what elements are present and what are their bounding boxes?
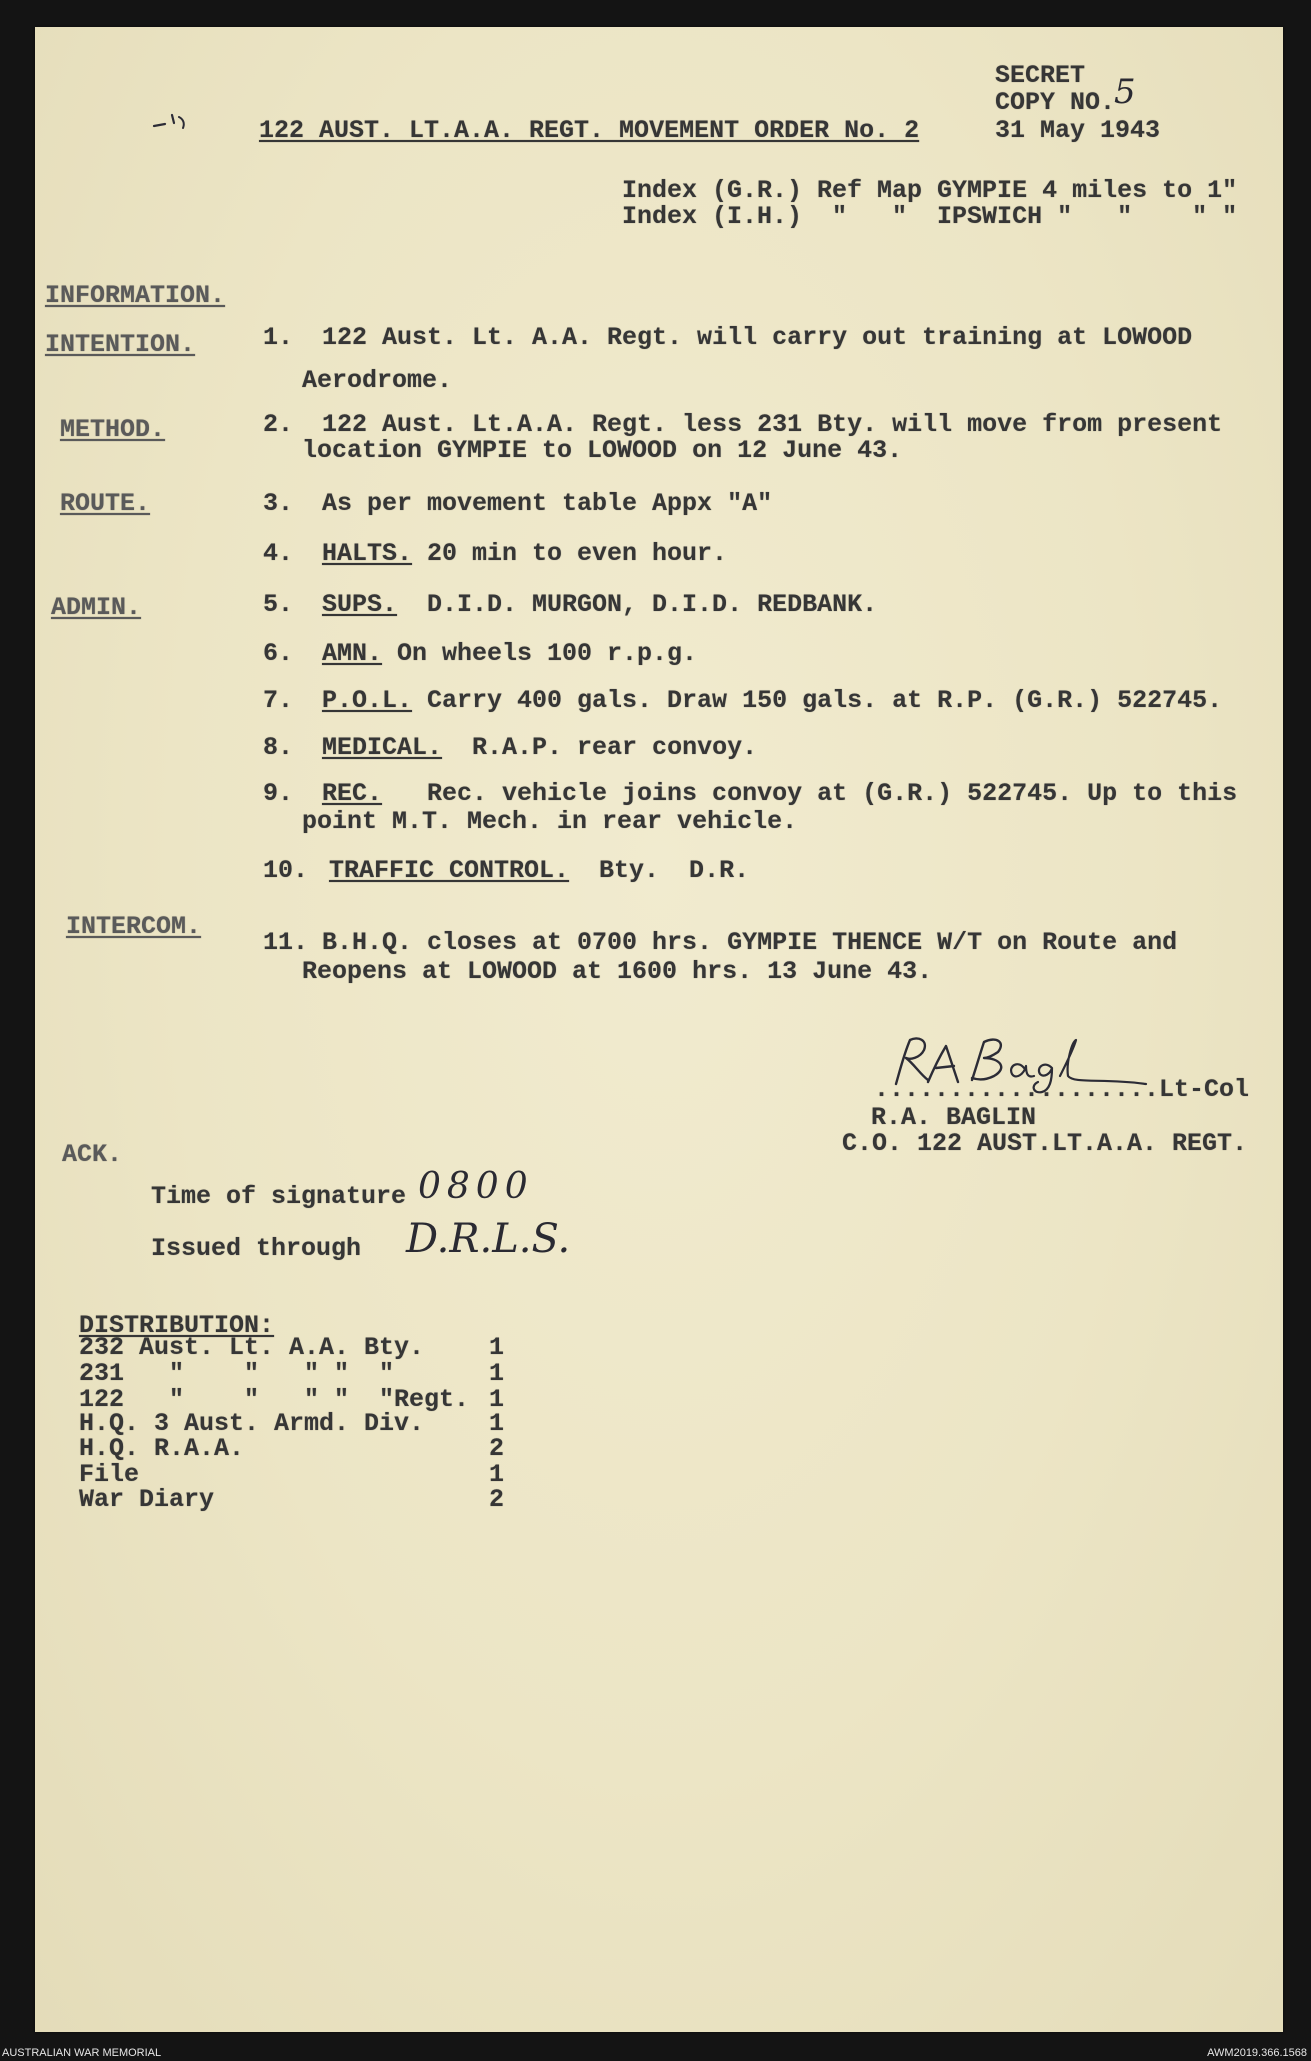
distribution-row-addressee: H.Q. 3 Aust. Armd. Div. (79, 1409, 425, 1438)
signature-line: ...................Lt-Col (874, 1075, 1250, 1104)
para-8-text: R.A.P. rear convoy. (472, 733, 758, 762)
issued-through-handwritten: D.R.L.S. (406, 1216, 571, 1262)
para-10-line (329, 858, 749, 884)
para-7-number: 7. (263, 686, 294, 715)
para-1-line-1: 122 Aust. Lt. A.A. Regt. will carry out training at LOWOOD (322, 323, 1193, 352)
time-of-signature-label: Time of signature (151, 1182, 407, 1211)
para-10-text: Bty. D.R. (599, 856, 750, 885)
order-date: 31 May 1943 (995, 116, 1161, 145)
para-6-label: AMN. (322, 639, 383, 668)
para-1-line-2: Aerodrome. (302, 366, 453, 395)
distribution-heading: DISTRIBUTION: (79, 1311, 275, 1340)
distribution-row-addressee: War Diary (79, 1485, 215, 1514)
para-4-text: 20 min to even hour. (427, 539, 728, 568)
archive-reference: AWM2019.366.1568 (1207, 2047, 1307, 2059)
para-11-number: 11. (263, 928, 309, 957)
para-4-number: 4. (263, 539, 294, 568)
signatory-position: C.O. 122 AUST.LT.A.A. REGT. (842, 1129, 1248, 1158)
heading-intercom: INTERCOM. (66, 912, 202, 941)
heading-route: ROUTE. (60, 489, 151, 518)
distribution-row-addressee: 122 " " " " "Regt. (79, 1385, 470, 1414)
map-reference-2: Index (I.H.) " " IPSWICH " " " " (622, 202, 1238, 231)
para-5-label: SUPS. (322, 590, 398, 619)
distribution-row-copies: 1 (489, 1460, 505, 1489)
para-4-line (322, 541, 727, 567)
distribution-row-copies: 1 (489, 1409, 505, 1438)
para-9-text: Rec. vehicle joins convoy at (G.R.) 522745. Up to this (427, 779, 1238, 808)
para-1-number: 1. (263, 323, 294, 352)
document-title: 122 AUST. LT.A.A. REGT. MOVEMENT ORDER No. 2 (259, 116, 920, 145)
para-2-number: 2. (263, 410, 294, 439)
heading-information: INFORMATION. (45, 281, 226, 310)
distribution-row-copies: 2 (489, 1434, 505, 1463)
para-9-continuation: point M.T. Mech. in rear vehicle. (302, 807, 798, 836)
heading-method: METHOD. (60, 415, 166, 444)
para-6-number: 6. (263, 639, 294, 668)
para-6-text: On wheels 100 r.p.g. (397, 639, 698, 668)
heading-intention: INTENTION. (45, 330, 196, 359)
para-6-line (322, 641, 697, 667)
para-4-label: HALTS. (322, 539, 413, 568)
copy-number-label: COPY NO. (995, 88, 1116, 117)
distribution-row-addressee: File (79, 1460, 140, 1489)
signatory-name: R.A. BAGLIN (871, 1103, 1037, 1132)
para-7-line (322, 688, 1222, 714)
para-8-label: MEDICAL. (322, 733, 443, 762)
distribution-row-addressee: H.Q. R.A.A. (79, 1434, 245, 1463)
para-7-label: P.O.L. (322, 686, 413, 715)
para-10-number: 10. (263, 856, 309, 885)
distribution-row-copies: 1 (489, 1359, 505, 1388)
para-8-line (322, 735, 757, 761)
para-8-number: 8. (263, 733, 294, 762)
para-11-line-1: B.H.Q. closes at 0700 hrs. GYMPIE THENCE W/T on Route and (322, 928, 1178, 957)
distribution-row-addressee: 231 " " " " " (79, 1359, 395, 1388)
para-2-line-2: location GYMPIE to LOWOOD on 12 June 43. (302, 436, 903, 465)
map-reference-1: Index (G.R.) Ref Map GYMPIE 4 miles to 1" (622, 176, 1238, 205)
stray-pen-mark (150, 110, 190, 134)
archive-credit: AUSTRALIAN WAR MEMORIAL (2, 2047, 162, 2059)
para-5-number: 5. (263, 590, 294, 619)
ack-label: ACK. (62, 1140, 123, 1169)
distribution-row-addressee: 232 Aust. Lt. A.A. Bty. (79, 1333, 425, 1362)
para-3-text: As per movement table Appx "A" (322, 489, 773, 518)
distribution-row-copies: 2 (489, 1485, 505, 1514)
para-11-line-2: Reopens at LOWOOD at 1600 hrs. 13 June 43. (302, 957, 933, 986)
para-9-number: 9. (263, 779, 294, 808)
time-of-signature-handwritten: 0800 (418, 1166, 534, 1207)
copy-number-handwritten: 5 (1114, 72, 1136, 112)
distribution-row-copies: 1 (489, 1385, 505, 1414)
para-7-text: Carry 400 gals. Draw 150 gals. at R.P. (G.R.) 522745. (427, 686, 1223, 715)
para-10-label: TRAFFIC CONTROL. (329, 856, 570, 885)
para-2-line-1: 122 Aust. Lt.A.A. Regt. less 231 Bty. will move from present (322, 410, 1223, 439)
heading-admin: ADMIN. (51, 593, 142, 622)
para-5-text: D.I.D. MURGON, D.I.D. REDBANK. (427, 590, 878, 619)
classification: SECRET (995, 61, 1086, 90)
para-5-line (322, 592, 877, 618)
issued-through-label: Issued through (151, 1234, 362, 1263)
para-3-number: 3. (263, 489, 294, 518)
distribution-row-copies: 1 (489, 1333, 505, 1362)
para-9-line (322, 781, 1237, 807)
para-9-label: REC. (322, 779, 383, 808)
